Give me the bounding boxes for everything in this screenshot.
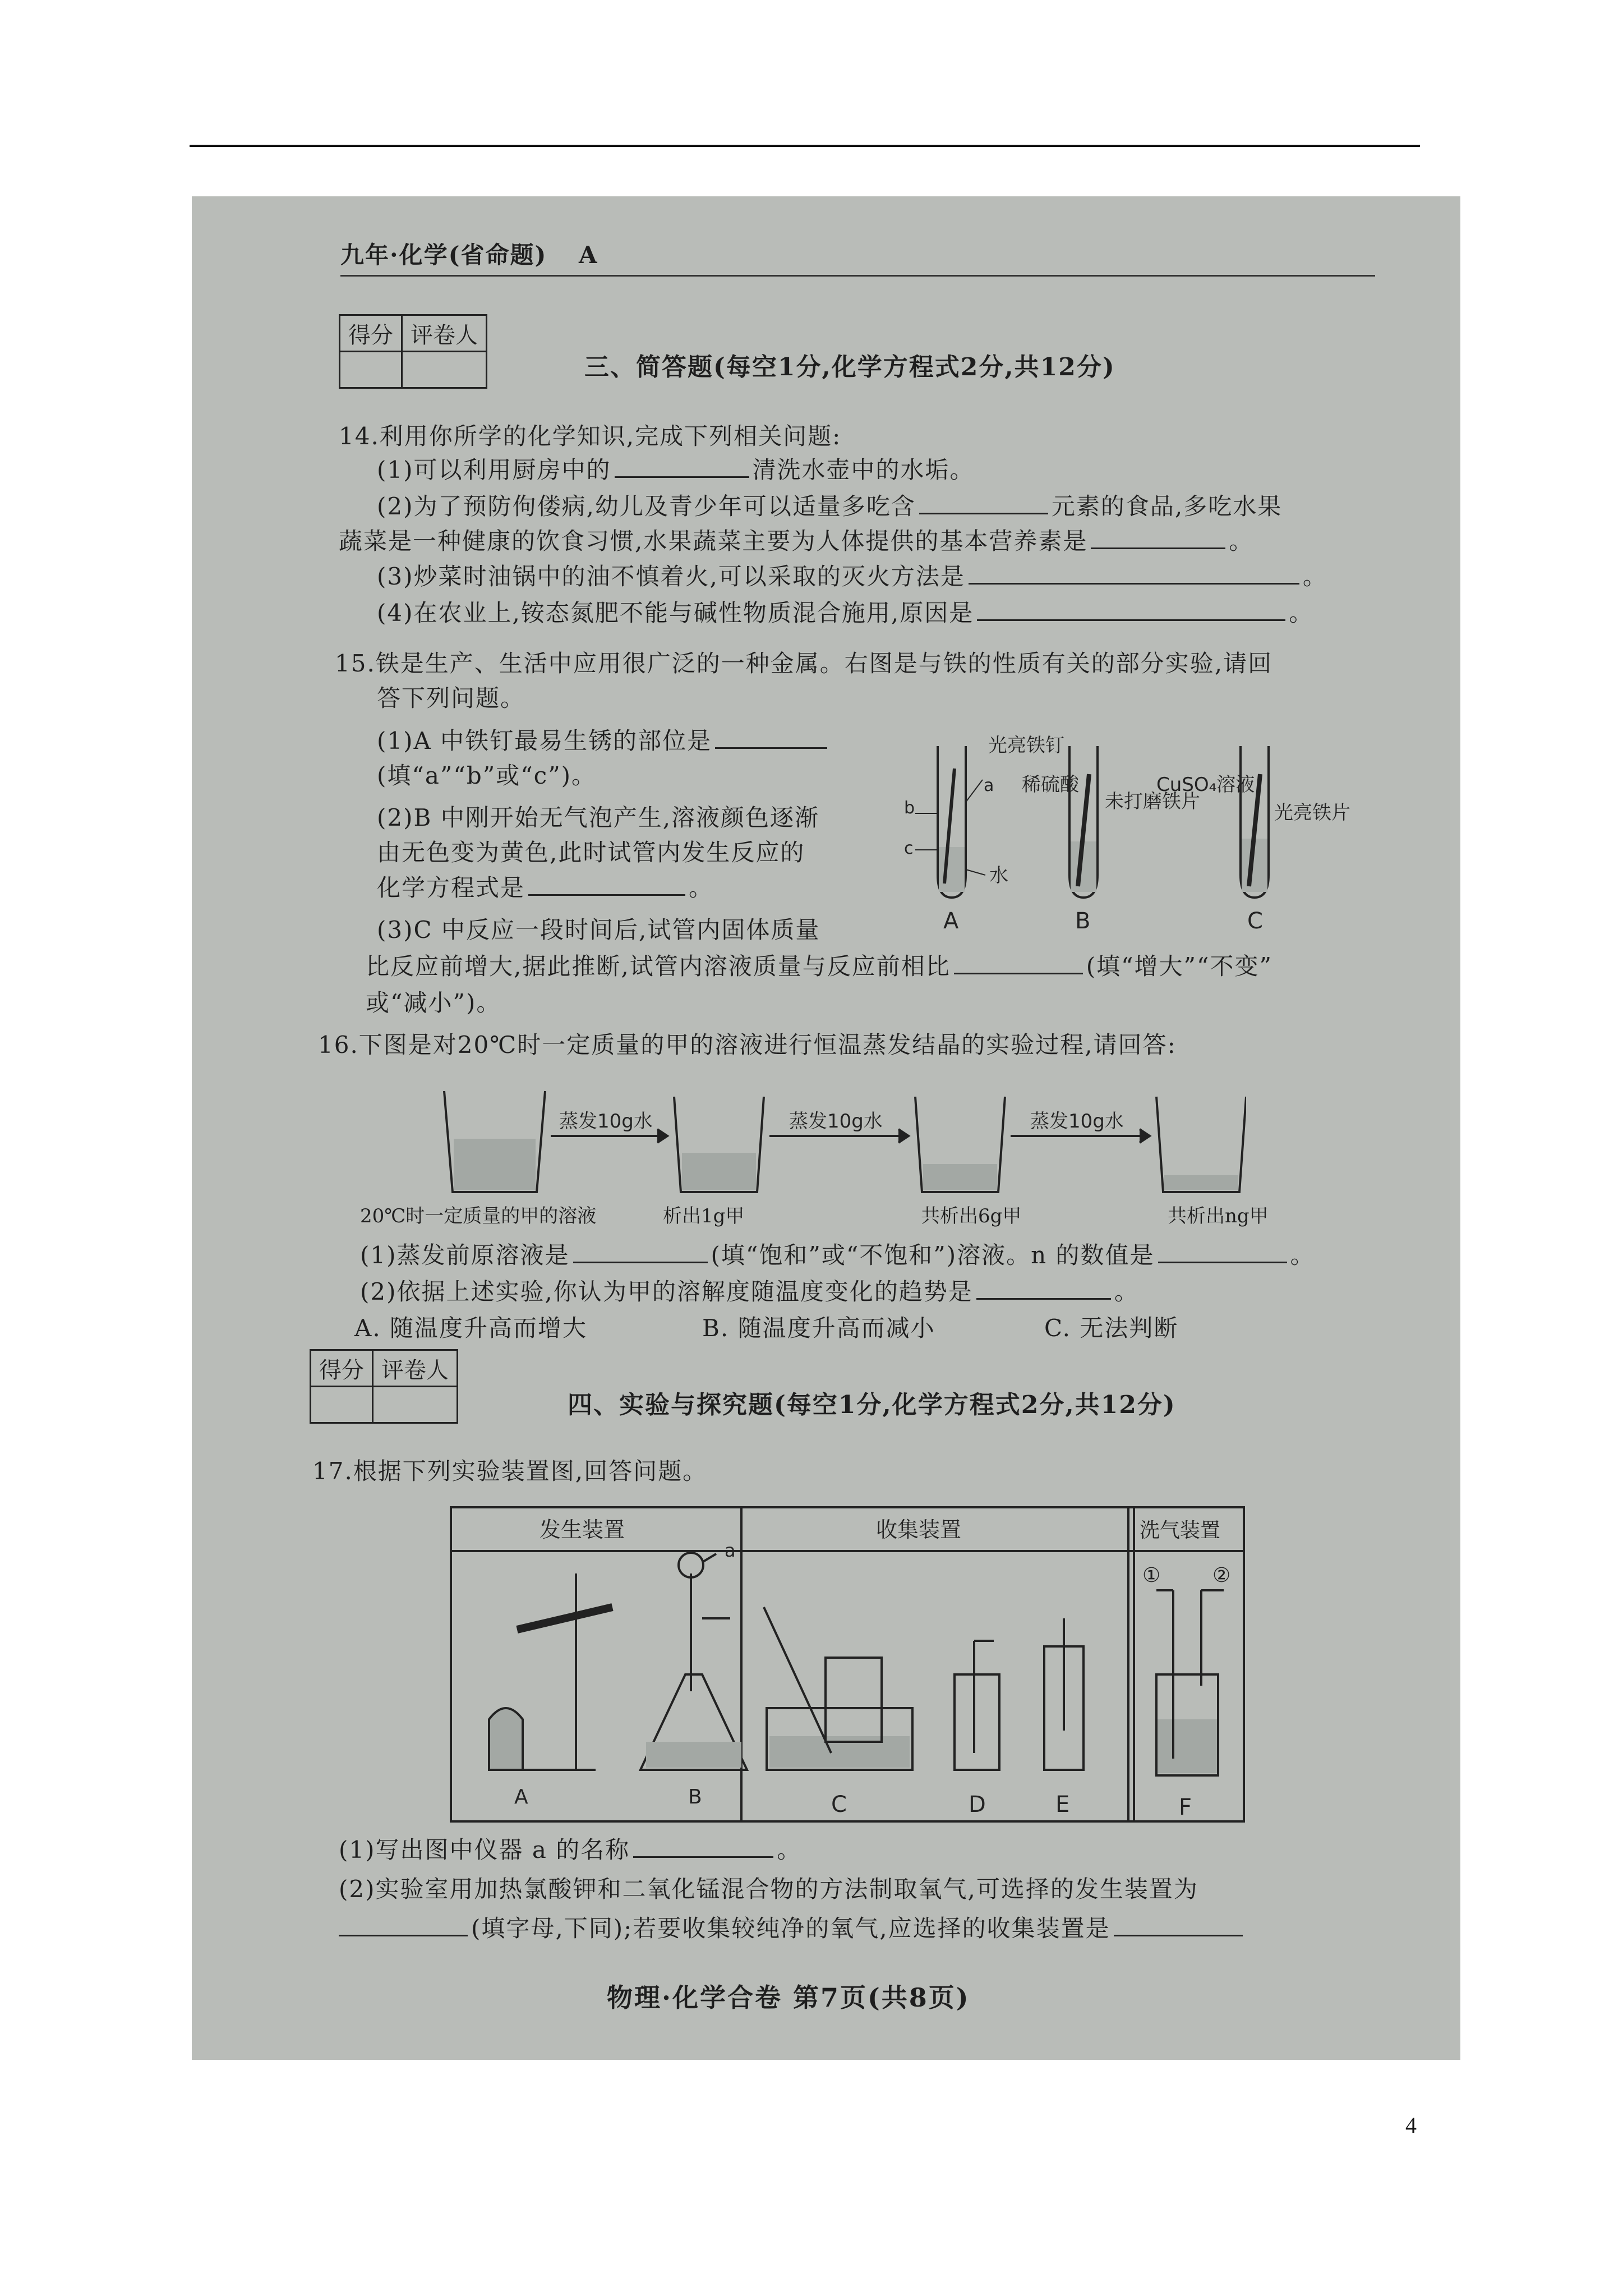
beaker-caption-2: 析出1g甲 xyxy=(663,1205,745,1227)
answer-blank[interactable] xyxy=(1158,1241,1287,1263)
q16-option-b: B. 随温度升高而减小 xyxy=(702,1314,935,1342)
q17-part2-line1: (2)实验室用加热氯酸钾和二氧化锰混合物的方法制取氧气,可选择的发生装置为 xyxy=(339,1875,1198,1903)
answer-blank[interactable] xyxy=(715,727,827,749)
apparatus-label-A: A xyxy=(514,1786,528,1809)
q17-stem: 17.根据下列实验装置图,回答问题。 xyxy=(312,1457,708,1485)
tube-label-B: B xyxy=(1075,908,1091,934)
answer-blank[interactable] xyxy=(633,1836,773,1858)
label-point-a: a xyxy=(984,776,994,795)
top-rule xyxy=(190,145,1420,147)
evaporate-label-1: 蒸发10g水 xyxy=(559,1110,653,1133)
answer-blank[interactable] xyxy=(976,1278,1111,1300)
port-2: ② xyxy=(1212,1564,1231,1587)
q15-stem-line2: 答下列问题。 xyxy=(377,684,525,712)
q16-option-a: A. 随温度升高而增大 xyxy=(354,1314,588,1342)
q14-part1: (1)可以利用厨房中的 清洗水壶中的水垢。 xyxy=(377,456,975,484)
label-bright-sheet: 光亮铁片 xyxy=(1274,802,1350,824)
q15-part2-line1: (2)B 中刚开始无气泡产生,溶液颜色逐渐 xyxy=(377,804,820,831)
evaporate-label-3: 蒸发10g水 xyxy=(1030,1110,1124,1133)
score-box-section4: 得分 评卷人 xyxy=(310,1349,458,1424)
header-generation-apparatus: 发生装置 xyxy=(540,1517,625,1542)
section3-title: 三、简答题(每空1分,化学方程式2分,共12分) xyxy=(584,353,1115,381)
header-rule xyxy=(340,275,1375,277)
apparatus-label-D: D xyxy=(969,1792,986,1818)
answer-blank[interactable] xyxy=(977,599,1285,621)
answer-blank[interactable] xyxy=(969,563,1299,585)
exam-version: A xyxy=(579,241,598,269)
q15-part1: (1)A 中铁钉最易生锈的部位是 xyxy=(377,723,831,756)
label-bright-nail: 光亮铁钉 xyxy=(988,735,1064,757)
evaporate-label-2: 蒸发10g水 xyxy=(789,1110,883,1133)
q14-part3: (3)炒菜时油锅中的油不慎着火,可以采取的灭火方法是 。 xyxy=(377,563,1327,590)
q15-stem-line1: 15.铁是生产、生活中应用很广泛的一种金属。右图是与铁的性质有关的部分实验,请回 xyxy=(335,650,1273,677)
answer-blank[interactable] xyxy=(1114,1915,1243,1936)
tube-label-A: A xyxy=(943,908,959,934)
answer-blank[interactable] xyxy=(954,953,1083,974)
exam-header xyxy=(340,237,598,270)
q14-part4: (4)在农业上,铵态氮肥不能与碱性物质混合施用,原因是 。 xyxy=(377,599,1314,627)
exam-label: 九年·化学(省命题) xyxy=(340,241,547,269)
apparatus-label-F: F xyxy=(1179,1795,1192,1820)
apparatus-label-C: C xyxy=(831,1792,847,1818)
q16-stem: 16.下图是对20℃时一定质量的甲的溶液进行恒温蒸发结晶的实验过程,请回答: xyxy=(318,1031,1177,1059)
label-dilute-acid: 稀硫酸 xyxy=(1022,774,1079,796)
beaker-caption-4: 共析出ng甲 xyxy=(1168,1205,1269,1227)
beaker-caption-1: 20℃时一定质量的甲的溶液 xyxy=(360,1205,597,1227)
answer-blank[interactable] xyxy=(919,493,1048,514)
header-gas-washing-apparatus: 洗气装置 xyxy=(1140,1519,1221,1542)
q15-part3-line1: (3)C 中反应一段时间后,试管内固体质量 xyxy=(377,916,820,944)
beaker-caption-3: 共析出6g甲 xyxy=(921,1205,1022,1227)
label-unpolished-sheet: 未打磨铁片 xyxy=(1105,790,1200,813)
instrument-mark-a: a xyxy=(725,1540,736,1561)
q17-apparatus-figure xyxy=(450,1506,1246,1823)
q16-part1: (1)蒸发前原溶液是 (填“饱和”或“不饱和”)溶液。n 的数值是 。 xyxy=(360,1241,1315,1269)
apparatus-label-B: B xyxy=(688,1786,702,1809)
q14-stem: 14.利用你所学的化学知识,完成下列相关问题: xyxy=(339,422,842,450)
label-water: 水 xyxy=(989,864,1008,887)
port-1: ① xyxy=(1142,1564,1161,1587)
q16-part2: (2)依据上述实验,你认为甲的溶解度随温度变化的趋势是 。 xyxy=(360,1278,1139,1305)
apparatus-label-E: E xyxy=(1055,1792,1070,1818)
q15-part2-line3: 化学方程式是 。 xyxy=(377,874,714,901)
q16-option-c: C. 无法判断 xyxy=(1044,1314,1179,1342)
exam-footer: 物理·化学合卷 第7页(共8页) xyxy=(607,1982,970,2013)
q15-part3-line3: 或“减小”)。 xyxy=(366,989,501,1016)
q15-part3-line2: 比反应前增大,据此推断,试管内溶液质量与反应前相比 (填“增大”“不变” xyxy=(366,953,1272,980)
q14-part2-line1: (2)为了预防佝偻病,幼儿及青少年可以适量多吃含 元素的食品,多吃水果 xyxy=(377,493,1283,520)
answer-blank[interactable] xyxy=(1091,527,1225,549)
answer-blank[interactable] xyxy=(528,874,685,896)
q14-part2-line2: 蔬菜是一种健康的饮食习惯,水果蔬菜主要为人体提供的基本营养素是 。 xyxy=(339,527,1254,555)
q15-test-tube-figure xyxy=(882,735,1375,937)
label-point-c: c xyxy=(904,839,914,858)
score-box-section3 xyxy=(339,314,487,389)
q15-part2-line2: 由无色变为黄色,此时试管内发生反应的 xyxy=(377,839,805,866)
page-number: 4 xyxy=(1405,2113,1417,2138)
exam-photo xyxy=(192,196,1460,2060)
answer-blank[interactable] xyxy=(339,1915,468,1936)
answer-blank[interactable] xyxy=(615,456,749,478)
answer-blank[interactable] xyxy=(573,1241,708,1263)
label-point-b: b xyxy=(904,798,915,818)
q17-part2-line2: (填字母,下同);若要收集较纯净的氧气,应选择的收集装置是 xyxy=(339,1910,1246,1944)
label-cuso4-solution: CuSO₄溶液 xyxy=(1156,774,1255,796)
grader-label: 评卷人 xyxy=(402,315,487,352)
tube-label-C: C xyxy=(1247,908,1263,934)
score-label: 得分 xyxy=(340,315,402,352)
q17-part1: (1)写出图中仪器 a 的名称 。 xyxy=(339,1836,802,1864)
header-collection-apparatus: 收集装置 xyxy=(876,1517,962,1542)
q15-part1-hint: (填“a”“b”或“c”)。 xyxy=(377,762,597,789)
section4-title: 四、实验与探究题(每空1分,化学方程式2分,共12分) xyxy=(568,1391,1176,1419)
